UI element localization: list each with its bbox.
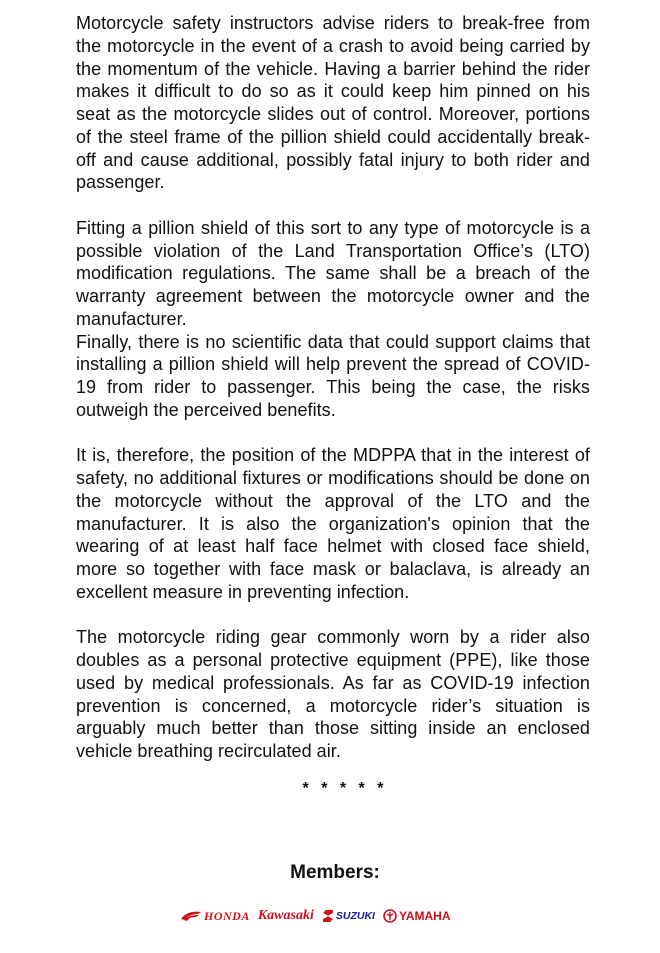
- paragraph-gap: [76, 194, 590, 217]
- yamaha-tuning-fork-icon: [383, 909, 397, 923]
- paragraph-no-scientific-data: Finally, there is no scientific data that could support claims that installing a pillion shield will help prevent the spread of COVID-19 from rider to passenger. This being the case, the risks outweigh the perceived benefits.: [76, 331, 590, 420]
- yamaha-logo: [383, 909, 451, 923]
- section-separator: * * * * *: [302, 780, 388, 797]
- paragraph-riding-gear-ppe: The motorcycle riding gear commonly worn by a rider also doubles as a personal protective equipment (PPE), like those used by medical professionals. As far as COVID-19 infection prevention is concerned, a motorcycle rider’s situation is arguably much better than those sitting inside an enclosed vehicle breathing recirculated air.: [76, 627, 590, 761]
- paragraph-gap: [76, 604, 590, 627]
- paragraph-crash-safety: Motorcycle safety instructors advise riders to break-free from the motorcycle in the event of a crash to avoid being carried by the momentum of the vehicle. Having a barrier behind the rider makes it difficult to do so as it could keep him pinned on his seat as the motorcycle slides out of control. Moreover, portions of the steel frame of the pillion shield could accidentally break-off and cause additional, possibly fatal injury to both rider and passenger.: [76, 13, 590, 193]
- yamaha-wordmark: YAMAHA: [398, 909, 451, 923]
- honda-wing-icon: [180, 910, 202, 922]
- members-heading: Members:: [290, 862, 380, 883]
- paragraph-lto-regulations: Fitting a pillion shield of this sort to any type of motorcycle is a possible violation of the Land Transportation Office’s (LTO) modification regulations. The same shall be a breach of the warranty agreement between the motorcycle owner and the manufacturer.: [76, 217, 590, 329]
- honda-logo: [180, 909, 250, 924]
- member-logos: [180, 905, 500, 927]
- kawasaki-wordmark: Kawasaki: [257, 908, 314, 923]
- kawasaki-logo: [258, 908, 314, 924]
- paragraph-mdppa-position: It is, therefore, the position of the MDPPA that in the interest of safety, no additional fixtures or modifications should be done on the motorcycle without the approval of the LTO and the manufacturer. It is also the organization's opinion that the wearing of at least half face helmet with closed face shield, more so together with face mask or balaclava, is already an excellent measure in preventing infection.: [76, 445, 590, 602]
- suzuki-s-icon: [322, 909, 334, 923]
- paragraph-gap: [76, 422, 590, 445]
- suzuki-wordmark: SUZUKI: [335, 910, 375, 922]
- suzuki-logo: [322, 909, 375, 923]
- honda-wordmark: HONDA: [204, 908, 250, 923]
